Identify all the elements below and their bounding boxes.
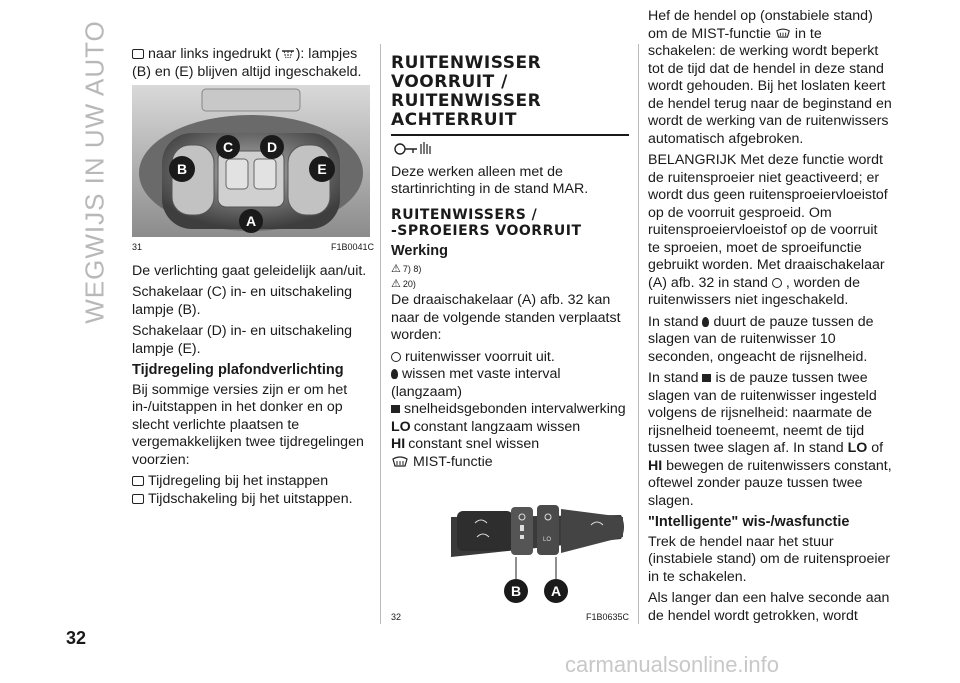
figure-31-number: 31: [132, 242, 143, 252]
figure-31: [132, 85, 370, 237]
fig31-label-d: D: [266, 139, 278, 155]
figure-32-code: F1B0635C: [585, 612, 629, 622]
warning-icon: ⚠: [391, 278, 401, 290]
mode-hi: HI constant snel wissen: [391, 436, 540, 452]
intro-paragraph: naar links ingedrukt ( ): lampjes (B) en (E) blijven altijd ingeschakeld.: [132, 46, 362, 80]
door-bullet-icon: [132, 476, 144, 486]
paragraph: Trek de hendel naar het stuur (instabiele stand) om de ruitensproeier in te schakelen.: [648, 533, 891, 585]
mode-off: ruitenwisser voorruit uit.: [391, 349, 629, 367]
paragraph: Schakelaar (D) in- en uitschakeling lampje (E).: [132, 323, 353, 357]
reference-row: ⚠ 7) 8): [391, 263, 422, 275]
column-divider: [638, 44, 639, 624]
column-2: [391, 46, 629, 633]
fig31-label-c: C: [222, 139, 234, 155]
interval-icon: [702, 317, 709, 327]
paragraph: Deze werken alleen met de startinrichting in de stand MAR.: [391, 163, 589, 197]
key-switch-icon: [391, 140, 435, 158]
section-title: RUITENWISSER VOORRUIT / RUITENWISSER ACHTERRUIT: [391, 53, 542, 130]
fig32-lo-label: LO: [543, 537, 552, 543]
column-3: [648, 8, 893, 629]
list-item: Tijdschakeling bij het uitstappen.: [132, 491, 374, 509]
speed-icon: [702, 374, 711, 382]
figure-31-caption: [132, 239, 374, 257]
heading-werking: Werking: [391, 242, 448, 259]
mode-mist: MIST-functie: [391, 454, 629, 472]
reference-row: ⚠ 20): [391, 278, 416, 290]
heading-intelligent: "Intelligente" wis-/wasfunctie: [648, 514, 850, 530]
fig31-label-b: B: [176, 161, 188, 177]
paragraph: Als langer dan een halve seconde aan de hendel wordt getrokken, wordt: [648, 590, 890, 624]
figure-32-caption: [391, 609, 629, 627]
figure-32-number: 32: [391, 612, 402, 622]
paragraph: In stand duurt de pauze tussen de slagen van de ruitenwisser 10 seconden, ongeacht de rijsnelheid.: [648, 313, 874, 365]
interval-icon: [391, 369, 398, 379]
paragraph: In stand is de pauze tussen twee slagen van de ruitenwisser ingesteld volgens de rijsnelheid: naarmate de rijsnelheid toeneemt, neemt de tijd tussen twee slagen af. In stand LO of HI bewegen de ruitenwissers constant, oftewel zonder pauze tussen twee slagen.: [648, 370, 892, 509]
speed-icon: [391, 405, 400, 413]
paragraph: BELANGRIJK Met deze functie wordt de ruitensproeier niet geactiveerd; er wordt dus geen ruitensproeiervloeistof op de voorruit gesproeid. Om ruitensproeiervloeistof op de voorruit te sproeien, moet de sproeifunctie gebruikt worden. Met draaischakelaar (A) afb. 32 in stand , worden de ruitenwissers niet ingeschakeld.: [648, 152, 888, 308]
column-divider: [380, 44, 381, 624]
mode-lo: LO constant langzaam wissen: [391, 418, 581, 435]
off-icon: [391, 352, 401, 362]
mode-interval: wissen met vaste interval (langzaam): [391, 366, 561, 400]
heading-timer: Tijdregeling plafondverlichting: [132, 362, 344, 378]
paragraph: Hef de hendel op (onstabiele stand) om de MIST-functie in te schakelen: de werking wordt beperkt tot de tijd dat de hendel in deze stand wordt gehouden. Bij het loslaten keert de hendel terug naar de beginstand en wordt de werking van de ruitenwissers automatisch afgebroken.: [648, 8, 892, 147]
fig32-label-a: A: [550, 583, 562, 599]
list-item: Tijdregeling bij het instappen: [132, 473, 374, 491]
watermark: carmanualsonline.info: [565, 652, 780, 677]
off-icon: [772, 278, 782, 288]
sidebar-title: WEGWIJS IN UW AUTO: [79, 20, 110, 324]
ceiling-light-image: [132, 85, 370, 237]
door-bullet-icon: [132, 49, 144, 59]
figure-32: [391, 497, 629, 607]
info-icon: ⚠: [391, 263, 401, 275]
paragraph: Schakelaar (C) in- en uitschakeling lampje (B).: [132, 284, 353, 318]
paragraph: De verlichting gaat geleidelijk aan/uit.: [132, 262, 367, 279]
column-1: [132, 46, 374, 512]
fig31-label-e: E: [317, 161, 327, 177]
title-rule: [391, 134, 629, 136]
paragraph: Bij sommige versies zijn er om het in-/uitstappen in het donker en op slecht verlichte plaatsen te vergemakkelijken twee tijdregelingen voorzien:: [132, 381, 364, 468]
mist-icon: [391, 456, 409, 468]
page-number: 32: [66, 628, 87, 648]
mode-speed: snelheidsgebonden intervalwerking: [391, 401, 629, 419]
figure-31-code: F1B0041C: [330, 242, 374, 252]
ceiling-light-icon: [280, 48, 296, 60]
fig31-label-a: A: [245, 213, 257, 229]
mist-icon: [775, 28, 791, 39]
paragraph: De draaischakelaar (A) afb. 32 kan naar de volgende standen verplaatst worden:: [391, 292, 621, 343]
door-bullet-icon: [132, 494, 144, 504]
subsection-title: RUITENWISSERS / -SPROEIERS VOORRUIT: [391, 206, 582, 239]
wiper-stalk-image: [391, 497, 629, 607]
fig32-label-b: B: [510, 583, 522, 599]
